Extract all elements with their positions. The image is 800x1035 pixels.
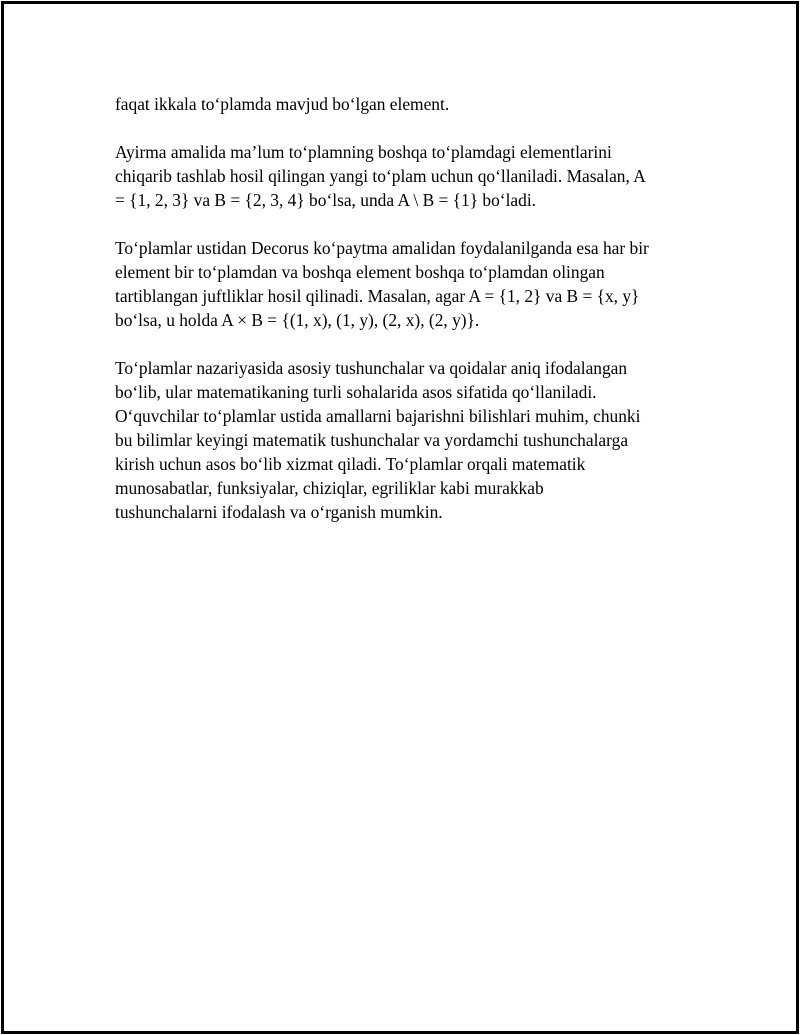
text-line: bu bilimlar keyingi matematik tushunchalar va yordamchi tushunchalarga	[115, 430, 629, 450]
paragraph	[115, 236, 695, 332]
paragraph	[115, 140, 695, 212]
text-line: O‘quvchilar to‘plamlar ustida amallarni bajarishni bilishlari muhim, chunki	[115, 406, 641, 426]
paragraph	[115, 356, 695, 524]
text-line: kirish uchun asos bo‘lib xizmat qiladi. To‘plamlar orqali matematik	[115, 454, 586, 474]
text-line: chiqarib tashlab hosil qilingan yangi to‘plam uchun qo‘llaniladi. Masalan, A	[115, 166, 646, 186]
text-line: tushunchalarni ifodalash va o‘rganish mumkin.	[115, 502, 443, 522]
text-line: tartiblangan juftliklar hosil qilinadi. Masalan, agar A = {1, 2} va B = {x, y}	[115, 286, 640, 306]
text-line: element bir to‘plamdan va boshqa element boshqa to‘plamdan olingan	[115, 262, 605, 282]
text-line: To‘plamlar ustidan Decorus ko‘paytma amalidan foydalanilganda esa har bir	[115, 238, 649, 258]
text-line: munosabatlar, funksiyalar, chiziqlar, egriliklar kabi murakkab	[115, 478, 544, 498]
text-line: bo‘lsa, u holda A × B = {(1, x), (1, y), (2, x), (2, y)}.	[115, 310, 480, 330]
text-line: = {1, 2, 3} va B = {2, 3, 4} bo‘lsa, unda A \ B = {1} bo‘ladi.	[115, 190, 537, 210]
paragraph	[115, 92, 695, 116]
text-line: Ayirma amalida ma’lum to‘plamning boshqa to‘plamdagi elementlarini	[115, 142, 612, 162]
text-line: bo‘lib, ular matematikaning turli sohalarida asos sifatida qo‘llaniladi.	[115, 382, 597, 402]
text-line: faqat ikkala to‘plamda mavjud bo‘lgan element.	[115, 94, 450, 114]
text-line: To‘plamlar nazariyasida asosiy tushunchalar va qoidalar aniq ifodalangan	[115, 358, 628, 378]
document-body	[115, 92, 695, 548]
